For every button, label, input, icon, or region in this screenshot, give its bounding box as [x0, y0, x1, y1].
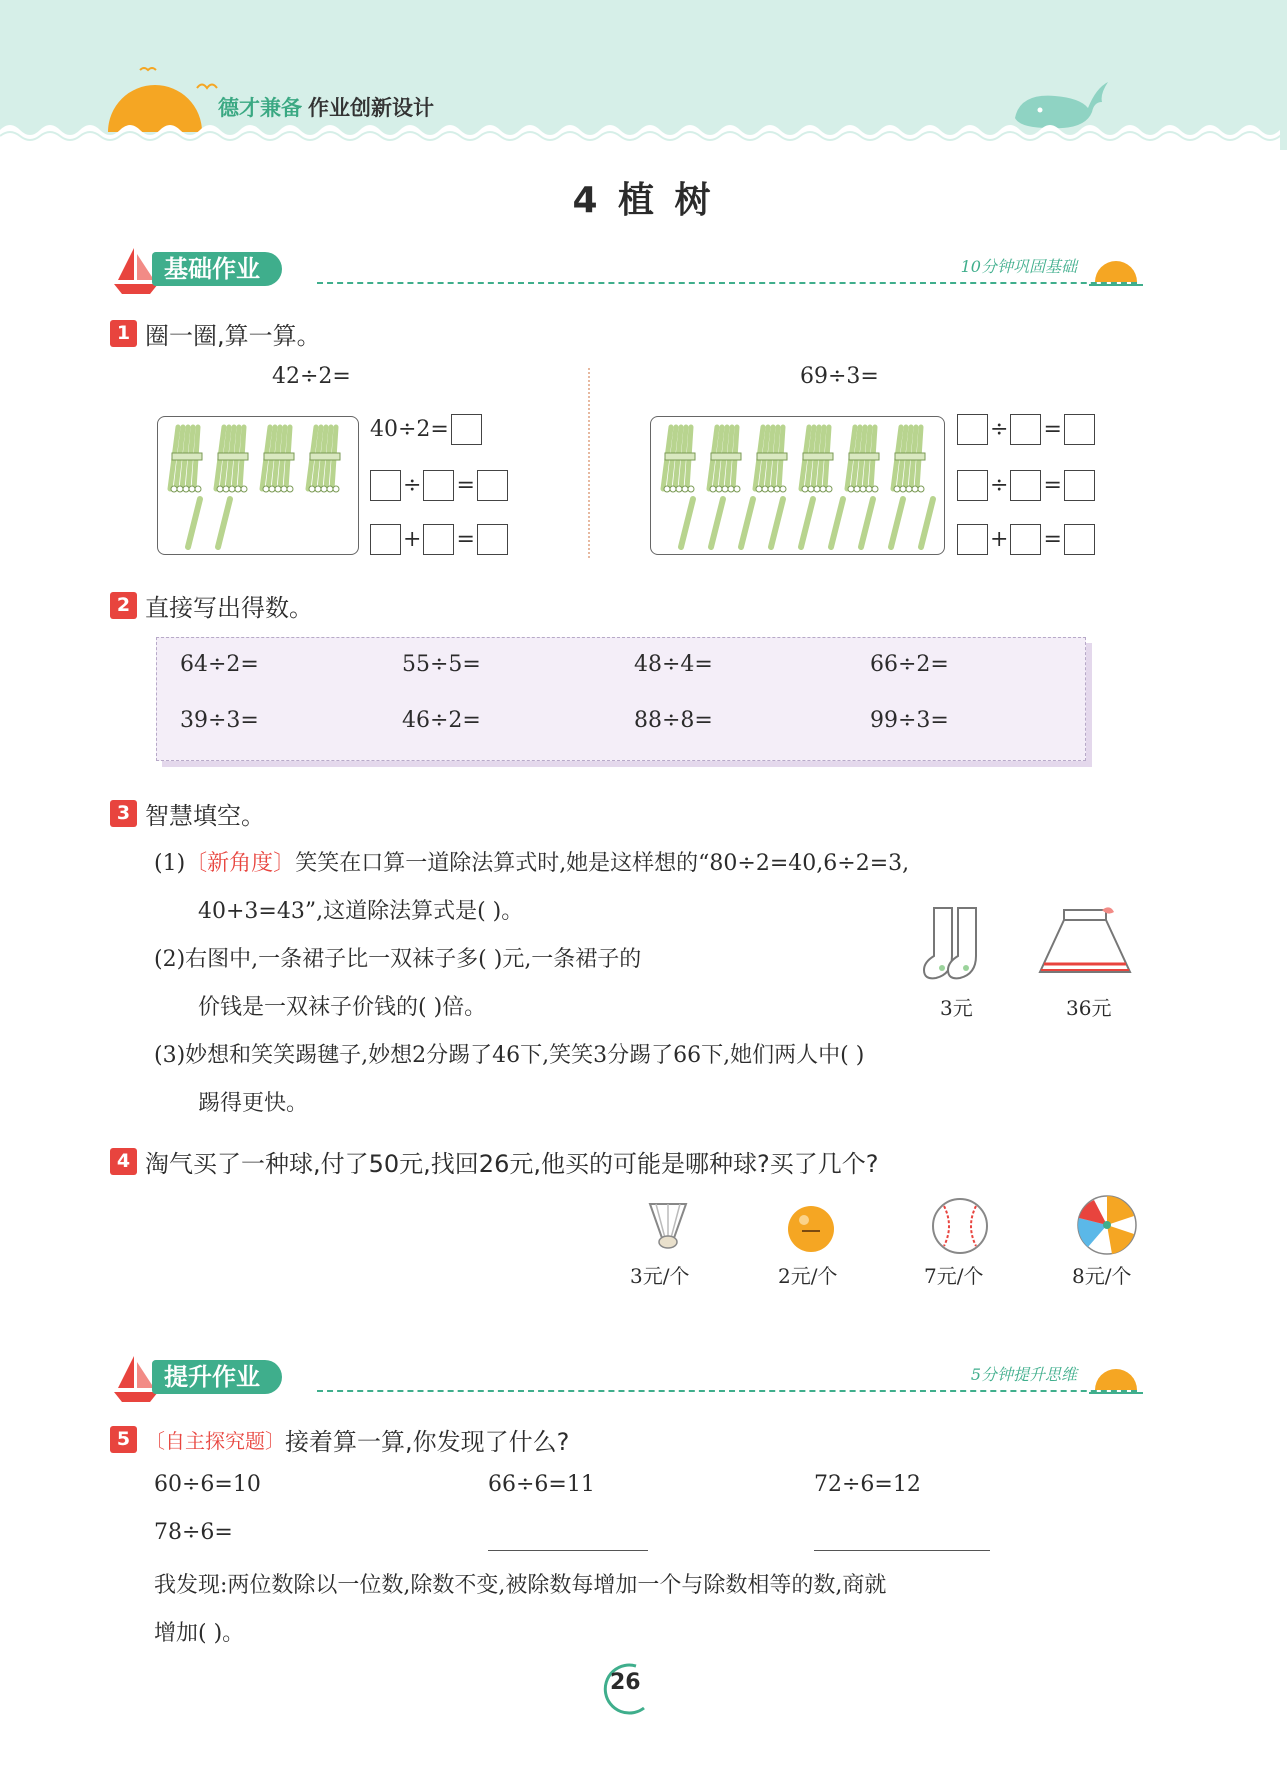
stick-bundle — [847, 427, 879, 492]
new-angle-tag: 〔新角度〕 — [185, 851, 296, 876]
single-stick — [188, 499, 200, 547]
calc-item: 46÷2= — [402, 708, 481, 733]
question-number: 4 — [110, 1148, 137, 1175]
question-3-title: 3 智慧填空。 — [110, 796, 265, 831]
sun-icon — [1085, 252, 1147, 288]
calc-item: 66÷2= — [870, 652, 949, 677]
single-stick — [831, 499, 843, 547]
section-label: 提升作业 — [152, 1360, 282, 1394]
q1-left-row-3: + = — [370, 524, 508, 555]
lesson-title: 4 植 树 — [572, 180, 715, 221]
q1-divider — [588, 368, 590, 558]
calc-item: 88÷8= — [634, 708, 713, 733]
q1-right-sticks-frame — [650, 416, 945, 555]
stick-bundle — [801, 427, 833, 492]
q3-part-2-line-2: 价钱是一双袜子价钱的( )倍。 — [198, 995, 487, 1020]
stick-bundle — [170, 427, 202, 492]
section-banner-basic — [112, 244, 1147, 296]
question-2-title: 2 直接写出得数。 — [110, 588, 313, 623]
stick-bundle — [755, 427, 787, 492]
single-stick — [681, 499, 693, 547]
question-1-title: 1 圈一圈,算一算。 — [110, 316, 321, 351]
q1-right-problem: 69÷3= — [800, 364, 879, 389]
question-number: 2 — [110, 592, 137, 619]
single-stick — [771, 499, 783, 547]
q5-eq-4: 78÷6= — [154, 1520, 233, 1545]
ball-price: 3元/个 — [630, 1264, 690, 1288]
q1-left-problem: 42÷2= — [272, 364, 351, 389]
q1-left-sticks-frame — [157, 416, 359, 555]
single-stick — [861, 499, 873, 547]
answer-box[interactable] — [957, 470, 988, 501]
answer-box[interactable] — [370, 524, 401, 555]
stick-bundle — [663, 427, 695, 492]
baseball-icon — [930, 1196, 990, 1256]
section-divider — [317, 1390, 1137, 1392]
q3-part-2-line-1: (2)右图中,一条裙子比一双袜子多( )元,一条裙子的 — [154, 947, 642, 972]
q5-eq-3: 72÷6=12 — [814, 1472, 921, 1497]
section-note: 5分钟提升思维 — [970, 1365, 1077, 1384]
q1-left-row-1: 40÷2= — [370, 414, 482, 445]
pingpong-ball-icon — [786, 1204, 836, 1254]
answer-box[interactable] — [957, 414, 988, 445]
answer-box[interactable] — [1064, 414, 1095, 445]
q1-right-row-1: ÷ = — [957, 414, 1095, 445]
calc-item: 64÷2= — [180, 652, 259, 677]
answer-box[interactable] — [957, 524, 988, 555]
single-stick — [741, 499, 753, 547]
skirt-price: 36元 — [1066, 996, 1112, 1020]
single-stick — [891, 499, 903, 547]
section-divider — [317, 282, 1137, 284]
section-note: 10分钟巩固基础 — [960, 257, 1077, 276]
q5-finding-line-2: 增加( )。 — [154, 1621, 245, 1646]
bird-icon — [195, 80, 219, 92]
brand-part-a: 德才兼备 — [218, 96, 302, 120]
stick-bundle — [893, 427, 925, 492]
calc-item: 55÷5= — [402, 652, 481, 677]
section-label: 基础作业 — [152, 252, 282, 286]
skirt-icon — [1036, 906, 1134, 986]
q5-eq-1: 60÷6=10 — [154, 1472, 261, 1497]
q3-part-1-line-2: 40+3=43”,这道除法算式是( )。 — [198, 899, 524, 924]
question-number: 5 — [110, 1426, 137, 1453]
answer-box[interactable] — [1010, 414, 1041, 445]
calc-item: 39÷3= — [180, 708, 259, 733]
q1-left-row-2: ÷ = — [370, 470, 508, 501]
wave-border — [0, 112, 1287, 150]
calc-item: 48÷4= — [634, 652, 713, 677]
sticks-illustration — [158, 417, 358, 554]
q1-right-row-3: + = — [957, 524, 1095, 555]
answer-box[interactable] — [477, 524, 508, 555]
answer-line[interactable] — [814, 1550, 990, 1551]
answer-box[interactable] — [1064, 470, 1095, 501]
answer-box[interactable] — [1010, 524, 1041, 555]
answer-box[interactable] — [451, 414, 482, 445]
shuttlecock-icon — [640, 1196, 696, 1252]
question-4-title: 4 淘气买了一种球,付了50元,找回26元,他买的可能是哪种球?买了几个? — [110, 1144, 878, 1179]
ball-price: 7元/个 — [924, 1264, 984, 1288]
single-stick — [801, 499, 813, 547]
calc-item: 99÷3= — [870, 708, 949, 733]
brand-part-b: 作业创新设计 — [308, 96, 434, 120]
answer-box[interactable] — [370, 470, 401, 501]
q5-finding-line-1: 我发现:两位数除以一位数,除数不变,被除数每增加一个与除数相等的数,商就 — [154, 1573, 887, 1598]
stick-bundle — [709, 427, 741, 492]
question-5-title: 5 〔自主探究题〕接着算一算,你发现了什么? — [110, 1422, 569, 1457]
ball-price: 8元/个 — [1072, 1264, 1132, 1288]
self-explore-tag: 〔自主探究题〕 — [145, 1429, 285, 1453]
q5-eq-2: 66÷6=11 — [488, 1472, 595, 1497]
answer-line[interactable] — [488, 1550, 648, 1551]
answer-box[interactable] — [1064, 524, 1095, 555]
page-header — [0, 0, 1287, 150]
section-banner-advanced — [112, 1352, 1147, 1404]
answer-box[interactable] — [477, 470, 508, 501]
answer-box[interactable] — [1010, 470, 1041, 501]
socks-price: 3元 — [940, 996, 973, 1020]
answer-box[interactable] — [423, 470, 454, 501]
q3-part-3-line-1: (3)妙想和笑笑踢毽子,妙想2分踢了46下,笑笑3分踢了66下,她们两人中( ) — [154, 1043, 865, 1068]
sticks-illustration — [651, 417, 944, 554]
brand — [218, 92, 434, 122]
q1-right-row-2: ÷ = — [957, 470, 1095, 501]
question-number: 1 — [110, 320, 137, 347]
sun-icon — [1085, 1360, 1147, 1396]
beach-ball-icon — [1076, 1194, 1138, 1256]
single-stick — [218, 499, 230, 547]
q3-part-1-line-1: (1)〔新角度〕笑笑在口算一道除法算式时,她是这样想的“80÷2=40,6÷2=3, — [154, 851, 910, 876]
stick-bundle — [216, 427, 248, 492]
stick-bundle — [308, 427, 340, 492]
single-stick — [921, 499, 933, 547]
q3-part-3-line-2: 踢得更快。 — [198, 1091, 309, 1116]
page-number: 26 — [610, 1670, 641, 1695]
answer-box[interactable] — [423, 524, 454, 555]
question-number: 3 — [110, 800, 137, 827]
socks-icon — [922, 904, 992, 986]
stick-bundle — [262, 427, 294, 492]
single-stick — [711, 499, 723, 547]
ball-price: 2元/个 — [778, 1264, 838, 1288]
